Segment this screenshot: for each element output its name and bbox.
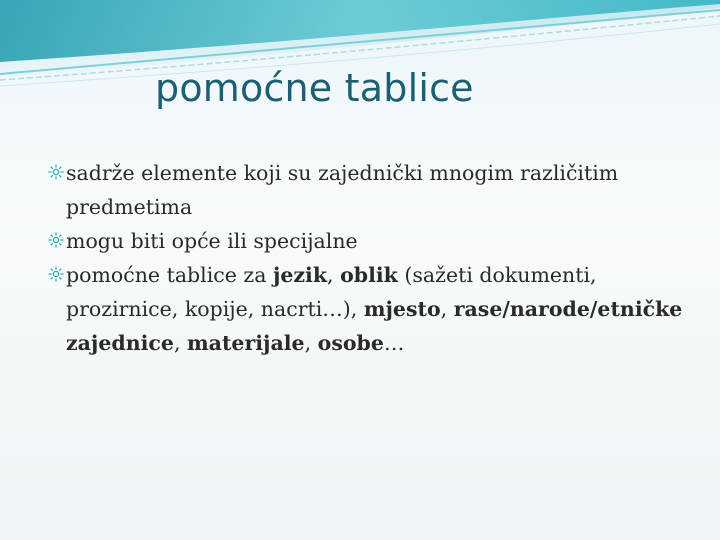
sun-bullet-icon	[48, 266, 64, 282]
keyword-oblik: oblik	[340, 263, 398, 287]
bullet-text: sadrže elemente koji su zajednički mnogim različitim predmetima	[66, 161, 619, 219]
sun-bullet-icon	[48, 232, 64, 248]
text-segment: pomoćne tablice za	[66, 263, 273, 287]
bullet-item-1	[48, 156, 688, 224]
bullet-list	[48, 156, 688, 360]
keyword-osobe: osobe	[317, 331, 384, 355]
text-segment: ,	[304, 331, 318, 355]
text-segment: …	[383, 331, 405, 355]
text-segment: ,	[327, 263, 341, 287]
text-segment: (sažeti dokumenti, prozirnice, kopije, nacrti…),	[66, 263, 597, 321]
keyword-mjesto: mjesto	[363, 297, 441, 321]
text-segment: ,	[440, 297, 454, 321]
keyword-jezik: jezik	[272, 263, 328, 287]
bullet-text: mogu biti opće ili specijalne	[66, 229, 358, 253]
bullet-item-3	[48, 258, 688, 360]
text-segment: ,	[173, 331, 187, 355]
keyword-materijale: materijale	[186, 331, 305, 355]
bullet-item-2	[48, 224, 688, 258]
keyword-rase: rase/narode/etničke zajednice	[66, 297, 683, 355]
sun-bullet-icon	[48, 164, 64, 180]
bullet-text	[66, 263, 682, 355]
slide-title: pomoćne tablice	[155, 66, 474, 110]
